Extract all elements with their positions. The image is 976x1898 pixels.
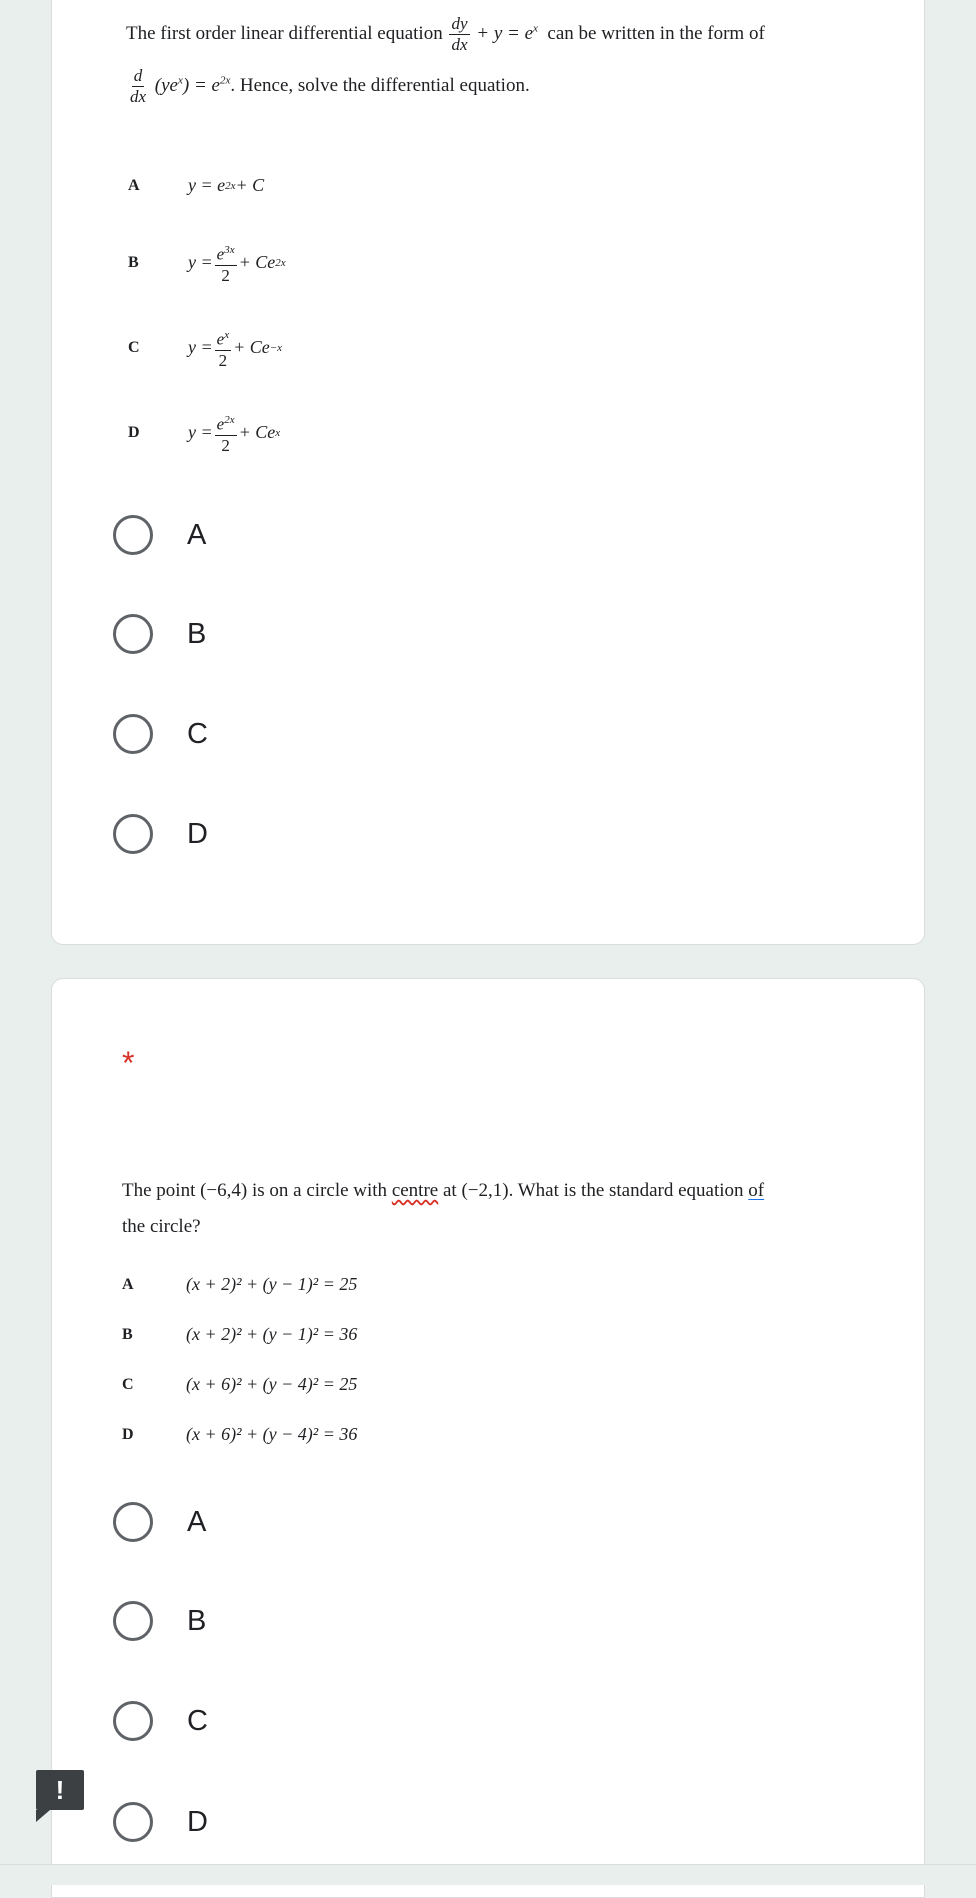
option-letter: B xyxy=(122,1325,133,1343)
form-inner: (ye xyxy=(154,74,178,96)
q2-point: (−6,4) xyxy=(200,1180,248,1201)
question-1-text xyxy=(126,14,886,55)
choice-label: D xyxy=(187,817,208,850)
frac-denominator: 2 xyxy=(221,265,230,285)
q1-option-c xyxy=(128,325,282,371)
option-letter: D xyxy=(128,423,140,441)
q2-text-line2: the circle? xyxy=(122,1216,201,1237)
radio-button[interactable] xyxy=(113,1802,153,1842)
form-inner-close: ) = e xyxy=(182,74,220,96)
frac-denominator: dx xyxy=(451,35,468,54)
q2-text-d: . What is the standard equation xyxy=(508,1180,744,1201)
option-expression: (x + 6)² + (y − 4)² = 36 xyxy=(186,1424,358,1444)
tail-exponent: 2x xyxy=(275,256,286,269)
q1-choice-a[interactable] xyxy=(113,511,206,559)
q1-choice-d[interactable] xyxy=(113,810,208,858)
q1-choice-c[interactable] xyxy=(113,710,208,758)
q1-text-end: . Hence, solve the differential equation. xyxy=(230,74,530,96)
option-expression: (x + 2)² + (y − 1)² = 36 xyxy=(186,1324,358,1344)
d-dx-fraction xyxy=(128,66,148,107)
q1-text-after: can be written in the form of xyxy=(547,22,765,44)
q2-choice-d[interactable] xyxy=(113,1798,208,1846)
tail-exponent: x xyxy=(275,426,281,439)
q2-text-c: at xyxy=(442,1180,457,1201)
option-exponent: 2x xyxy=(225,179,236,192)
required-asterisk: * xyxy=(122,1045,135,1081)
choice-label: A xyxy=(187,1505,207,1538)
q2-choice-c[interactable] xyxy=(113,1697,208,1745)
q2-option-c xyxy=(122,1374,357,1395)
eq-rest: + y = e xyxy=(476,22,534,44)
option-letter: A xyxy=(122,1275,134,1293)
q1-option-a xyxy=(128,175,264,196)
q2-choice-b[interactable] xyxy=(113,1597,206,1645)
numerator-exponent: x xyxy=(224,329,230,341)
dy-dx-fraction xyxy=(449,14,469,55)
q2-word-of: of xyxy=(748,1180,765,1201)
option-tail: + Ce xyxy=(238,252,276,273)
question-1-text-line2 xyxy=(126,66,886,107)
tail-exponent: −x xyxy=(269,341,283,354)
q2-text-a: The point xyxy=(122,1180,196,1201)
option-lhs: y = xyxy=(188,422,213,443)
option-expression: (x + 2)² + (y − 1)² = 25 xyxy=(186,1274,358,1294)
choice-label: C xyxy=(187,717,208,750)
choice-label: B xyxy=(187,1604,207,1637)
option-fraction xyxy=(215,325,231,371)
choice-label: C xyxy=(187,1704,208,1737)
frac-numerator: e xyxy=(216,414,225,434)
frac-numerator: d xyxy=(133,66,143,85)
q1-text-before: The first order linear differential equation xyxy=(126,22,443,44)
numerator-exponent: 3x xyxy=(224,244,235,256)
radio-button[interactable] xyxy=(113,814,153,854)
form-rhs-exponent: 2x xyxy=(219,74,231,87)
q1-choice-b[interactable] xyxy=(113,610,206,658)
alert-icon[interactable] xyxy=(36,1770,84,1810)
option-lhs: y = e xyxy=(188,175,226,195)
frac-numerator: dy xyxy=(451,14,468,33)
option-letter: D xyxy=(122,1425,134,1443)
option-letter: C xyxy=(128,338,140,356)
question-2-text-line2 xyxy=(122,1213,201,1241)
q1-option-d xyxy=(128,410,280,456)
bottom-edge xyxy=(0,1864,976,1885)
frac-denominator: dx xyxy=(130,87,147,106)
radio-button[interactable] xyxy=(113,1502,153,1542)
q2-choice-a[interactable] xyxy=(113,1498,206,1546)
option-lhs: y = xyxy=(188,337,213,358)
choice-label: A xyxy=(187,518,207,551)
frac-numerator: e xyxy=(216,244,225,264)
option-letter: B xyxy=(128,253,139,271)
frac-denominator: 2 xyxy=(218,350,228,370)
numerator-exponent: 2x xyxy=(224,414,235,426)
radio-button[interactable] xyxy=(113,614,153,654)
radio-button[interactable] xyxy=(113,515,153,555)
option-fraction xyxy=(215,240,237,286)
choice-label: D xyxy=(187,1805,208,1838)
q2-option-b xyxy=(122,1324,357,1345)
q2-option-a xyxy=(122,1274,357,1295)
radio-button[interactable] xyxy=(113,1601,153,1641)
option-tail: + Ce xyxy=(238,422,276,443)
radio-button[interactable] xyxy=(113,1701,153,1741)
q2-option-d xyxy=(122,1424,357,1445)
q2-center: (−2,1) xyxy=(461,1180,509,1201)
q2-word-centre: centre xyxy=(391,1180,439,1201)
question-card-1 xyxy=(51,0,925,945)
eq-exponent: x xyxy=(533,22,538,35)
option-lhs: y = xyxy=(188,252,213,273)
option-letter: C xyxy=(122,1375,134,1393)
frac-numerator: e xyxy=(216,329,225,349)
option-expression: (x + 6)² + (y − 4)² = 25 xyxy=(186,1374,358,1394)
option-letter: A xyxy=(128,176,140,194)
option-fraction xyxy=(215,410,237,456)
alert-badge-text: ! xyxy=(55,1774,65,1805)
option-tail: + Ce xyxy=(233,337,270,358)
option-rest: + C xyxy=(235,175,265,195)
q2-text-b: is on a circle with xyxy=(251,1180,388,1201)
radio-button[interactable] xyxy=(113,714,153,754)
question-2-text xyxy=(122,1177,882,1205)
frac-denominator: 2 xyxy=(221,435,230,455)
form-inner-exponent: x xyxy=(178,74,183,87)
choice-label: B xyxy=(187,617,207,650)
q1-option-b xyxy=(128,240,286,286)
